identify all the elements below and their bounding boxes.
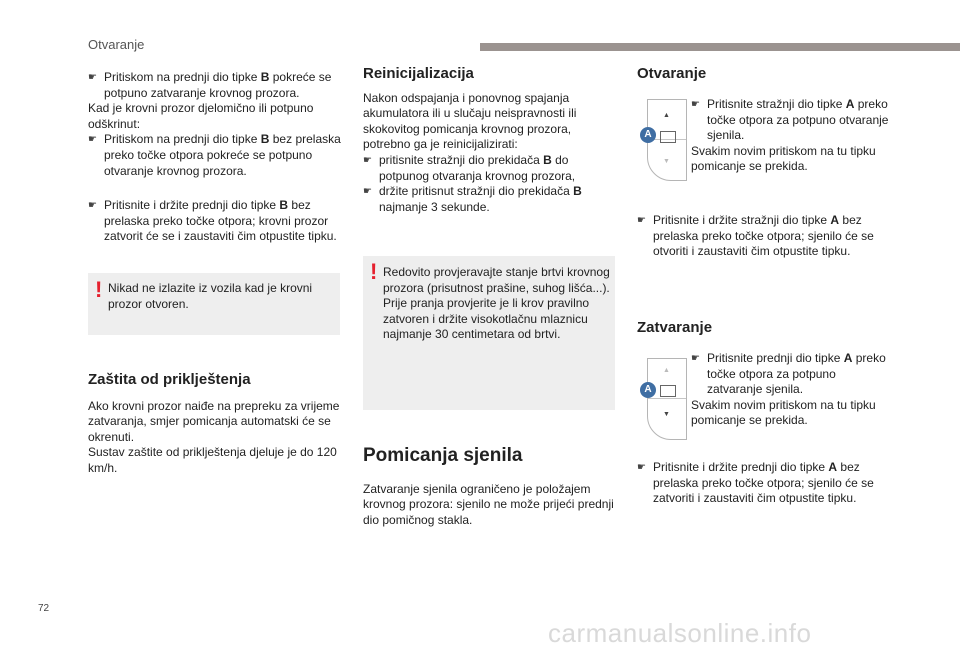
arrow-up-icon: ▲ — [663, 112, 670, 119]
warning-note — [88, 273, 340, 335]
column-1-lower — [88, 372, 344, 477]
paragraph: Nakon odspajanja i ponovnog spajanja akumulatora ili u slučaju neispravnosti ili skokovitog pomicanja krovnog prozora, potrebno ga je reinicijalizirati: — [363, 90, 577, 152]
column-3-heading-1: Otvaranje — [637, 65, 707, 82]
arrow-down-icon: ▼ — [663, 158, 670, 165]
list-item: ☛ držite pritisnut stražnji dio prekidača B najmanje 3 sekunde. — [363, 184, 615, 215]
arrow-up-icon: ▲ — [663, 367, 670, 374]
roof-icon — [660, 131, 676, 143]
page-number: 72 — [38, 603, 50, 614]
warning-icon: ! — [370, 259, 378, 284]
column-3-heading-2: Zatvaranje — [637, 319, 713, 336]
list-item: ☛ Pritisnite i držite stražnji dio tipke A bez prelaska preko točke otpora; sjenilo će se otvoriti i zaustaviti čim otpustite tipku. — [637, 213, 887, 260]
list-item: ☛ Pritisnite prednji dio tipke A preko točke otpora za potpuno zatvaranje sjenila. — [691, 351, 891, 398]
list-item: ☛ Pritisnite i držite prednji dio tipke A bez prelaska preko točke otpora; sjenilo će se zatvoriti i zaustaviti čim otpustite tipku. — [637, 460, 887, 507]
watermark-text: carmanualsonline.info — [548, 618, 812, 648]
note-text: Redovito provjeravajte stanje brtvi krovnog prozora (prisutnost prašine, suhog lišća...). Prije pranja provjerite je li krov pravilno zatvoren i držite visokotlačnu mlaznicu najmanje 30 centimetara od brtvi. — [383, 265, 610, 342]
list-item: ☛ Pritiskom na prednji dio tipke B bez prelaska preko točke otpora pokreće se potpuno otvaranje krovnog prozora. — [88, 132, 344, 179]
list-item: ☛ Pritiskom na prednji dio tipke B pokreće se potpuno zatvaranje krovnog prozora. — [88, 70, 344, 101]
shade-switch-illustration — [647, 358, 687, 440]
paragraph: Ako krovni prozor naiđe na prepreku za vrijeme zatvaranja, smjer pomicanja automatski će se okrenuti. — [88, 398, 340, 444]
list-item: ☛ Pritisnite stražnji dio tipke A preko točke otpora za potpuno otvaranje sjenila. — [691, 97, 891, 144]
header-bar — [480, 43, 960, 51]
paragraph: Kad je krovni prozor djelomično ili potpuno odškrinut: — [88, 101, 314, 131]
paragraph: Svakim novim pritiskom na tu tipku pomicanje se prekida. — [691, 397, 876, 428]
roof-icon — [660, 385, 676, 397]
note-text: Nikad ne izlazite iz vozila kad je krovni prozor otvoren. — [108, 281, 313, 311]
column-2-lower — [363, 445, 615, 528]
paragraph: Svakim novim pritiskom na tu tipku pomicanje se prekida. — [691, 143, 876, 174]
column-3-open — [691, 97, 891, 175]
paragraph: Sustav zaštite od priklještenja djeluje je do 120 km/h. — [88, 445, 337, 475]
column-1 — [88, 70, 344, 245]
column-3-open-hold — [637, 213, 887, 260]
section-title: Otvaranje — [88, 37, 145, 52]
info-note — [363, 256, 615, 410]
column-2 — [363, 66, 615, 215]
list-item: ☛ pritisnite stražnji dio prekidača B do potpunog otvaranja krovnog prozora, — [363, 153, 615, 184]
chapter-heading: Pomicanja sjenila — [363, 445, 523, 466]
section-heading: Reinicijalizacija — [363, 65, 474, 82]
column-3-close-hold — [637, 460, 887, 507]
warning-icon: ! — [95, 277, 103, 302]
arrow-down-icon: ▼ — [663, 411, 670, 418]
list-item: ☛ Pritisnite i držite prednji dio tipke B bez prelaska preko točke otpora; krovni prozor zatvorit će se i zaustaviti čim otpustite tipku. — [88, 198, 344, 245]
paragraph: Zatvaranje sjenila ograničeno je položajem krovnog prozora: sjenilo ne može prijeći prednji dio pomičnog stakla. — [363, 481, 614, 527]
label-a-badge: A — [640, 382, 656, 398]
column-3-close — [691, 351, 891, 429]
label-a-badge: A — [640, 127, 656, 143]
section-heading: Zaštita od priklještenja — [88, 371, 251, 388]
